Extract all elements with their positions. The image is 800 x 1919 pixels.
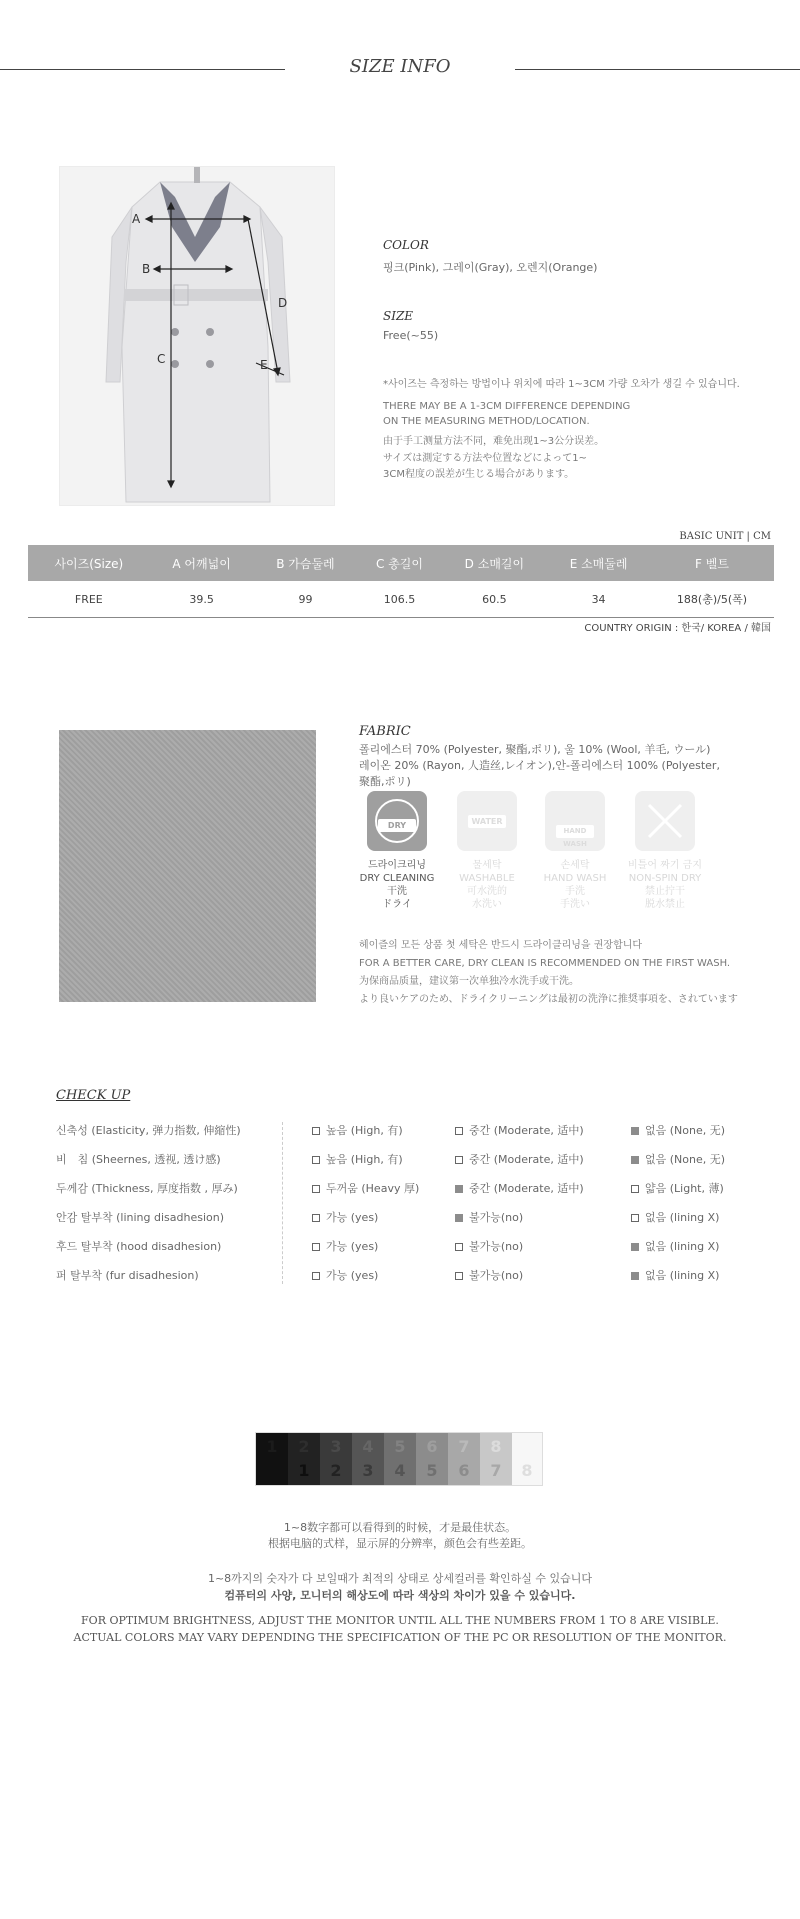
checkbox-icon xyxy=(631,1214,639,1222)
check-option-selected: 없음 (lining X) xyxy=(631,1238,719,1254)
size-note-ko: *사이즈는 측정하는 방법이나 위치에 따라 1~3CM 가량 오차가 생길 수 있습니다. xyxy=(383,379,740,390)
checkbox-icon xyxy=(312,1156,320,1164)
scale-cell: 4 3 xyxy=(352,1433,384,1485)
check-option: 가능 (yes) xyxy=(312,1267,378,1283)
check-row-lining xyxy=(0,1209,800,1229)
fabric-line: 레이온 20% (Rayon, 人造丝,レイオン),안-폴리에스터 100% (Polyester, xyxy=(359,759,720,772)
no-spin-dry-icon xyxy=(635,791,695,851)
check-row-sheerness xyxy=(0,1151,800,1171)
cell-a: 39.5 xyxy=(150,581,254,618)
size-note-en-1: THERE MAY BE A 1-3CM DIFFERENCE DEPENDING xyxy=(383,401,631,412)
wash-note-en: FOR A BETTER CARE, DRY CLEAN IS RECOMMENDED ON THE FIRST WASH. xyxy=(359,958,731,969)
check-label: 두께감 (Thickness, 厚度指数 , 厚み) xyxy=(56,1182,238,1195)
scale-cell: 3 2 xyxy=(320,1433,352,1485)
cell-b: 99 xyxy=(254,581,358,618)
check-option: 불가능(no) xyxy=(455,1238,523,1254)
scale-cell: 7 6 xyxy=(448,1433,480,1485)
check-label: 비 침 (Sheernes, 透视, 透け感) xyxy=(56,1153,221,1166)
check-option: 가능 (yes) xyxy=(312,1238,378,1254)
dry-clean-icon: DRY xyxy=(367,791,427,851)
check-option: 가능 (yes) xyxy=(312,1209,378,1225)
scale-cell: 2 1 xyxy=(288,1433,320,1485)
coat-illustration xyxy=(60,167,334,505)
check-up-divider xyxy=(282,1122,283,1284)
page-title: SIZE INFO xyxy=(349,56,451,77)
cell-e: 34 xyxy=(547,581,650,618)
check-option: 높음 (High, 有) xyxy=(312,1151,403,1167)
monitor-note-ko-1: 1~8까지의 숫자가 다 보일때가 최적의 상태로 상세컬러를 확인하실 수 있습니다 xyxy=(207,1572,593,1585)
table-row xyxy=(28,581,774,618)
fabric-swatch xyxy=(59,730,316,1002)
coat-diagram xyxy=(59,166,335,506)
scale-cell: 8 xyxy=(512,1433,542,1485)
checkbox-icon xyxy=(631,1185,639,1193)
size-note-en-2: ON THE MEASURING METHOD/LOCATION. xyxy=(383,416,590,427)
size-note-ja-2: 3CM程度の誤差が生じる場合があります。 xyxy=(383,469,575,480)
checkbox-icon xyxy=(312,1272,320,1280)
check-option: 불가능(no) xyxy=(455,1267,523,1283)
checkbox-icon xyxy=(455,1156,463,1164)
care-no-spin-dry: 비틀어 짜기 금지 NON-SPIN DRY 禁止拧干 脱水禁止 xyxy=(620,791,710,911)
checkbox-icon xyxy=(455,1127,463,1135)
check-row-fur xyxy=(0,1267,800,1287)
checkbox-icon xyxy=(455,1243,463,1251)
diagram-label-e: E xyxy=(260,358,268,372)
monitor-test-scale xyxy=(255,1432,543,1486)
checkbox-icon xyxy=(312,1214,320,1222)
check-row-hood xyxy=(0,1238,800,1258)
check-row-thickness xyxy=(0,1180,800,1200)
monitor-note-en-1: FOR OPTIMUM BRIGHTNESS, ADJUST THE MONITOR UNTIL ALL THE NUMBERS FROM 1 TO 8 ARE VISIBLE. xyxy=(81,1614,719,1627)
country-origin: COUNTRY ORIGIN : 한국/ KOREA / 韓国 xyxy=(584,623,771,634)
check-option: 없음 (lining X) xyxy=(631,1209,719,1225)
diagram-label-c: C xyxy=(157,352,166,366)
monitor-note-ko-2: 컴퓨터의 사양, 모니터의 해상도에 따라 색상의 차이가 있을 수 있습니다. xyxy=(224,1589,576,1602)
checkbox-checked-icon xyxy=(631,1127,639,1135)
monitor-note-zh-2: 根据电脑的式样，显示屏的分辨率，颜色会有些差距。 xyxy=(268,1537,532,1550)
wash-notes xyxy=(359,937,738,1009)
check-label: 퍼 탈부착 (fur disadhesion) xyxy=(56,1269,199,1282)
scale-cell: 1 xyxy=(256,1433,288,1485)
color-label: COLOR xyxy=(383,238,429,252)
care-hand-wash: HAND WASH 손세탁 HAND WASH 手洗 手洗い xyxy=(530,791,620,911)
checkbox-checked-icon xyxy=(631,1243,639,1251)
check-option-selected: 중간 (Moderate, 适中) xyxy=(455,1180,584,1196)
checkbox-icon xyxy=(312,1185,320,1193)
checkbox-checked-icon xyxy=(631,1272,639,1280)
header-size: 사이즈(Size) xyxy=(28,545,150,581)
checkbox-icon xyxy=(312,1127,320,1135)
check-row-elasticity xyxy=(0,1122,800,1142)
size-label: SIZE xyxy=(383,309,414,323)
monitor-note-zh-1: 1~8数字都可以看得到的时候，才是最佳状态。 xyxy=(283,1521,517,1534)
size-table-header xyxy=(28,545,774,581)
fabric-line: 폴리에스터 70% (Polyester, 聚酯,ポリ), 울 10% (Wool, 羊毛, ウール) xyxy=(359,743,711,756)
monitor-note-en-2: ACTUAL COLORS MAY VARY DEPENDING THE SPECIFICATION OF THE PC OR RESOLUTION OF THE MONITOR. xyxy=(73,1631,727,1644)
scale-cell: 8 7 xyxy=(480,1433,512,1485)
checkbox-checked-icon xyxy=(455,1185,463,1193)
check-option-selected: 없음 (None, 无) xyxy=(631,1122,725,1138)
size-value: Free(~55) xyxy=(383,329,439,342)
size-note-zh: 由于手工测量方法不同，难免出现1~3公分误差。 xyxy=(383,436,605,447)
basic-unit: BASIC UNIT | CM xyxy=(679,531,771,542)
size-note-ja-1: サイズは測定する方法や位置などによって1~ xyxy=(383,453,587,464)
diagram-label-d: D xyxy=(278,296,288,310)
check-option: 중간 (Moderate, 适中) xyxy=(455,1122,584,1138)
checkbox-checked-icon xyxy=(455,1214,463,1222)
check-option-selected: 없음 (lining X) xyxy=(631,1267,719,1283)
scale-cell: 6 5 xyxy=(416,1433,448,1485)
cell-size: FREE xyxy=(28,581,150,618)
check-up-title: CHECK UP xyxy=(56,1088,131,1103)
check-option-selected: 불가능(no) xyxy=(455,1209,523,1225)
header-d: D 소매길이 xyxy=(442,545,548,581)
cell-c: 106.5 xyxy=(357,581,441,618)
fabric-composition xyxy=(359,742,779,790)
check-option: 중간 (Moderate, 适中) xyxy=(455,1151,584,1167)
wash-note-ko: 헤이즐의 모든 상품 첫 세탁은 반드시 드라이클리닝을 권장합니다 xyxy=(359,940,643,951)
fabric-title: FABRIC xyxy=(359,724,411,739)
scale-cell: 5 4 xyxy=(384,1433,416,1485)
check-label: 안감 탈부착 (lining disadhesion) xyxy=(56,1211,225,1224)
washable-icon: WATER xyxy=(457,791,517,851)
checkbox-icon xyxy=(312,1243,320,1251)
check-option: 얇음 (Light, 薄) xyxy=(631,1180,724,1196)
check-option: 두꺼움 (Heavy 厚) xyxy=(312,1180,419,1196)
cell-d: 60.5 xyxy=(442,581,548,618)
check-option: 높음 (High, 有) xyxy=(312,1122,403,1138)
fabric-line: 聚酯,ポリ) xyxy=(359,775,411,788)
check-option-selected: 없음 (None, 无) xyxy=(631,1151,725,1167)
header-a: A 어깨넓이 xyxy=(150,545,254,581)
checkbox-icon xyxy=(455,1272,463,1280)
header-e: E 소매둘레 xyxy=(547,545,650,581)
check-label: 후드 탈부착 (hood disadhesion) xyxy=(56,1240,222,1253)
checkbox-checked-icon xyxy=(631,1156,639,1164)
diagram-label-b: B xyxy=(142,262,151,276)
color-value: 핑크(Pink), 그레이(Gray), 오렌지(Orange) xyxy=(383,261,598,274)
check-label: 신축성 (Elasticity, 弹力指数, 伸縮性) xyxy=(56,1124,241,1137)
cell-f: 188(총)/5(폭) xyxy=(650,581,774,618)
wash-note-ja: より良いケアのため、ドライクリーニングは最初の洗浄に推奨事項を、されています xyxy=(359,994,738,1005)
care-washable: WATER 물세탁 WASHABLE 可水洗的 水洗い xyxy=(442,791,532,911)
hand-wash-icon: HAND WASH xyxy=(545,791,605,851)
header-b: B 가슴둘레 xyxy=(254,545,358,581)
header-f: F 벨트 xyxy=(650,545,774,581)
diagram-label-a: A xyxy=(132,212,141,226)
size-table xyxy=(28,545,774,618)
wash-note-zh: 为保商品质量，建议第一次单独冷水洗手或干洗。 xyxy=(359,976,579,987)
header-c: C 총길이 xyxy=(357,545,441,581)
care-dry-clean: DRY 드라이크리닝 DRY CLEANING 干洗 ドライ xyxy=(352,791,442,911)
